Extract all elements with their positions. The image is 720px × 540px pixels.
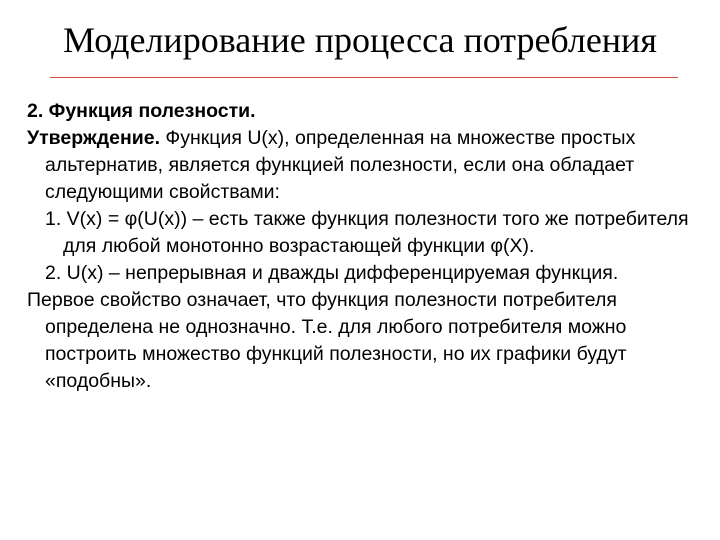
conclusion-paragraph: Первое свойство означает, что функция полезности потребителя определена не однозначно. Т.е. для любого потребителя можно построить множество функций полезности, но их графики будут «подобны». [27,289,627,392]
property-item: 1. V(x) = φ(U(x)) – есть также функция полезности того же потребителя для любой монотонно возрастающей функции φ(X). [45,208,689,257]
title-divider [50,77,678,78]
statement-label: Утверждение. [27,127,160,149]
section-heading: 2. Функция полезности. [27,100,256,122]
statement-paragraph [27,125,697,206]
slide-body [27,98,697,395]
statement-text: Функция U(x), определенная на множестве простых альтернатив, является функцией полезности, если она обладает следующими свойствами: [45,127,636,203]
slide-title: Моделирование процесса потребления [63,20,657,60]
property-item: 2. U(x) – непрерывная и дважды дифференцируемая функция. [45,262,619,284]
